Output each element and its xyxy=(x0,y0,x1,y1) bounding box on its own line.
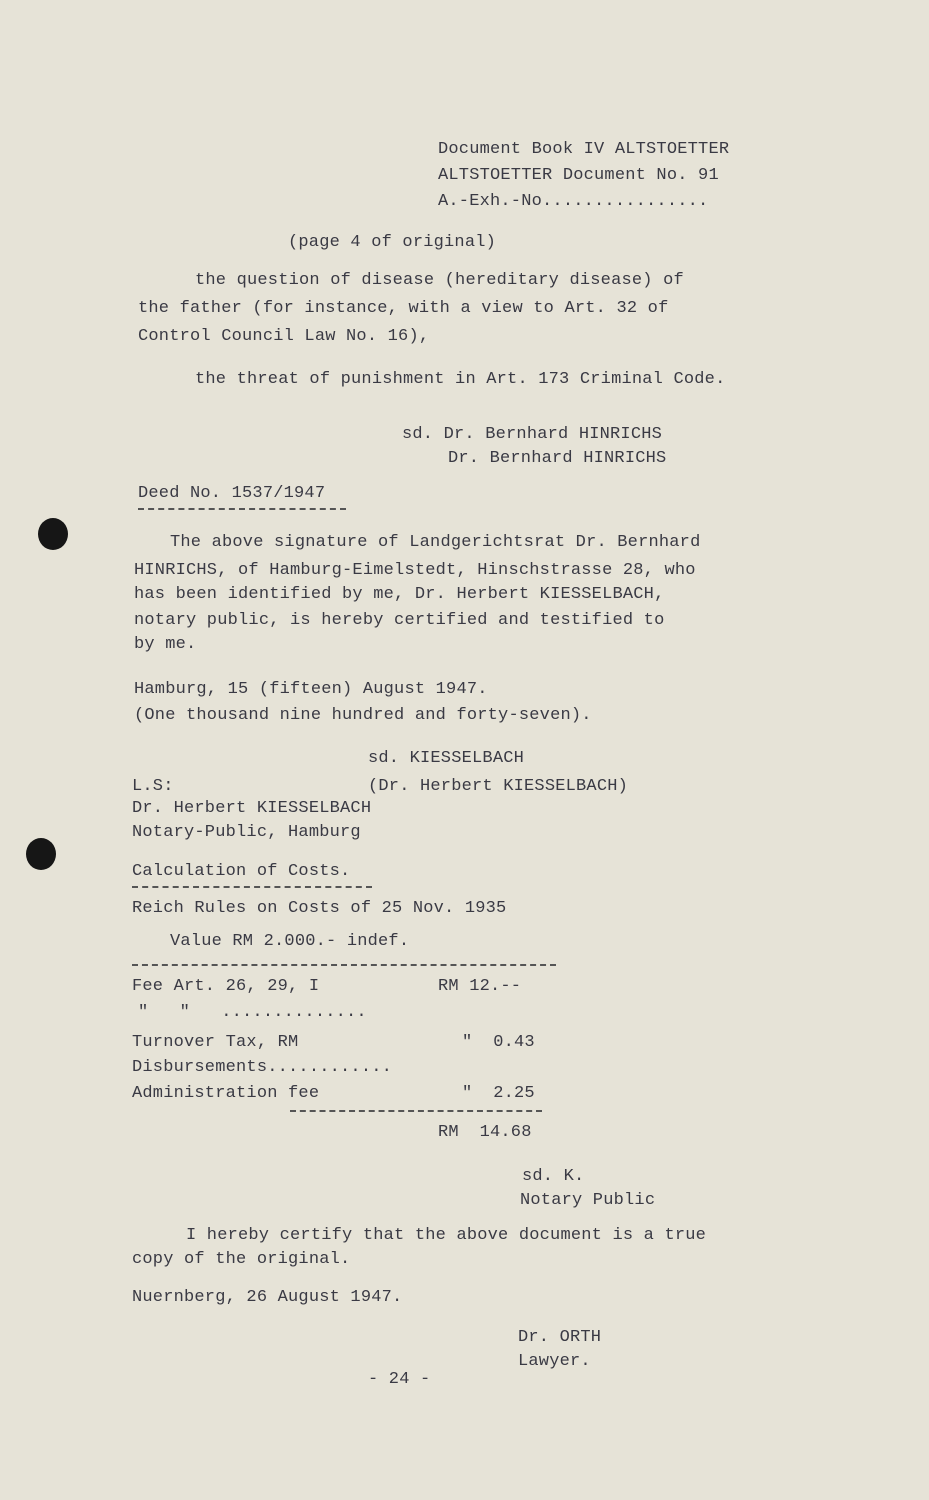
cert-line3: has been identified by me, Dr. Herbert KIESSELBACH, xyxy=(134,585,665,604)
signature2-paren: (Dr. Herbert KIESSELBACH) xyxy=(368,777,629,796)
costs-total: RM 14.68 xyxy=(438,1123,532,1142)
cost-row-amount: " 2.25 xyxy=(462,1084,535,1103)
signature1-name: Dr. Bernhard HINRICHS xyxy=(448,449,667,468)
signature1-sd: sd. Dr. Bernhard HINRICHS xyxy=(402,425,663,444)
signature2-sd: sd. KIESSELBACH xyxy=(368,749,525,768)
signature2-title: Notary-Public, Hamburg xyxy=(132,823,361,842)
costs-rules: Reich Rules on Costs of 25 Nov. 1935 xyxy=(132,899,507,918)
page-number: - 24 - xyxy=(368,1370,431,1389)
cost-row-amount: " 0.43 xyxy=(462,1033,535,1052)
closing-line2: copy of the original. xyxy=(132,1250,351,1269)
place-date-line1: Hamburg, 15 (fifteen) August 1947. xyxy=(134,680,488,699)
header-document-no: ALTSTOETTER Document No. 91 xyxy=(438,166,719,185)
place-date-line2: (One thousand nine hundred and forty-seven). xyxy=(134,706,592,725)
costs-heading-underline xyxy=(132,886,372,888)
cost-row-label: Fee Art. 26, 29, I xyxy=(132,977,320,996)
nuernberg-date: Nuernberg, 26 August 1947. xyxy=(132,1288,403,1307)
para1-line2: the father (for instance, with a view to Art. 32 of xyxy=(138,299,669,318)
costs-table-rule xyxy=(132,964,556,966)
para1-line1: the question of disease (hereditary disease) of xyxy=(195,271,684,290)
para1-line3: Control Council Law No. 16), xyxy=(138,327,430,346)
costs-total-rule xyxy=(290,1110,542,1112)
signature3-title: Notary Public xyxy=(520,1191,656,1210)
signature2-name: Dr. Herbert KIESSELBACH xyxy=(132,799,372,818)
cost-row-label: Disbursements............ xyxy=(132,1058,393,1077)
lawyer-name: Dr. ORTH xyxy=(518,1328,602,1347)
cert-line2: HINRICHS, of Hamburg-Eimelstedt, Hinschstrasse 28, who xyxy=(134,561,696,580)
header-book: Document Book IV ALTSTOETTER xyxy=(438,140,730,159)
cost-row-label: Administration fee xyxy=(132,1084,320,1103)
punch-hole-bottom xyxy=(26,838,56,870)
deed-underline xyxy=(138,508,346,510)
punch-hole-top xyxy=(38,518,68,550)
cost-row-amount: RM 12.-- xyxy=(438,977,522,996)
closing-line1: I hereby certify that the above document is a true xyxy=(186,1226,707,1245)
cost-row-label: Turnover Tax, RM xyxy=(132,1033,299,1052)
signature3-sd: sd. K. xyxy=(522,1167,585,1186)
cert-line5: by me. xyxy=(134,635,197,654)
cost-row-label: " " .............. xyxy=(138,1003,367,1022)
cert-line1: The above signature of Landgerichtsrat Dr. Bernhard xyxy=(170,533,701,552)
costs-heading: Calculation of Costs. xyxy=(132,862,351,881)
seal-ls: L.S: xyxy=(132,777,174,796)
page-of-original: (page 4 of original) xyxy=(288,233,497,252)
cert-line4: notary public, is hereby certified and testified to xyxy=(134,611,665,630)
deed-number: Deed No. 1537/1947 xyxy=(138,484,326,503)
para2-line: the threat of punishment in Art. 173 Criminal Code. xyxy=(195,370,726,389)
header-exhibit-no: A.-Exh.-No................ xyxy=(438,192,709,211)
costs-value: Value RM 2.000.- indef. xyxy=(170,932,410,951)
lawyer-title: Lawyer. xyxy=(518,1352,591,1371)
